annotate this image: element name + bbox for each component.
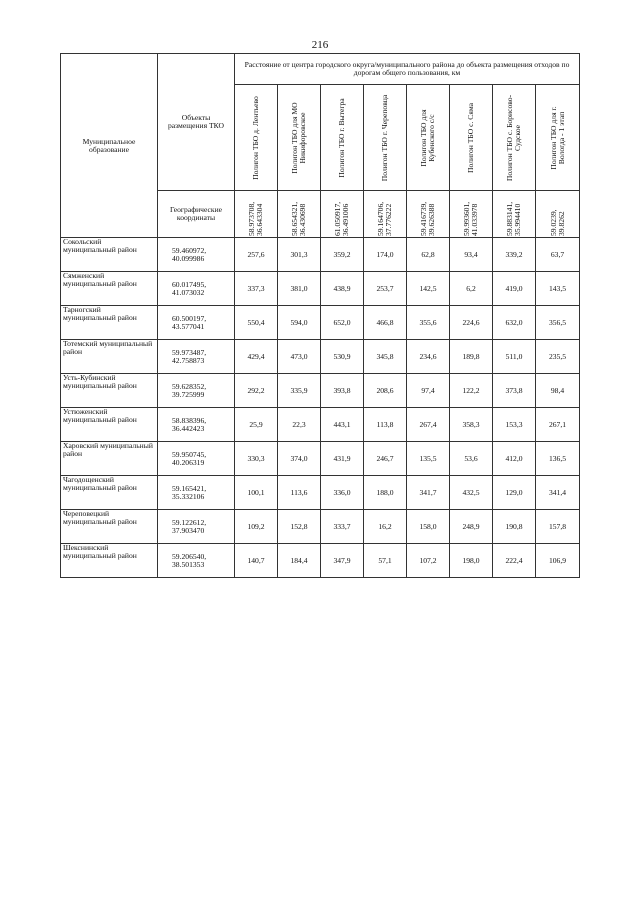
distance-cell: 257,6 bbox=[235, 238, 278, 272]
distance-cell: 113,8 bbox=[364, 408, 407, 442]
distance-cell: 339,2 bbox=[493, 238, 536, 272]
distance-cell: 393,8 bbox=[321, 374, 364, 408]
distance-cell: 301,3 bbox=[278, 238, 321, 272]
distance-cell: 62,8 bbox=[407, 238, 450, 272]
distance-cell: 136,5 bbox=[536, 442, 580, 476]
distance-cell: 122,2 bbox=[450, 374, 493, 408]
distance-cell: 374,0 bbox=[278, 442, 321, 476]
site-coords-header bbox=[321, 191, 364, 238]
site-coords-label: 59.0239, 39.8262 bbox=[548, 209, 566, 236]
site-name-header bbox=[407, 85, 450, 191]
site-name-header bbox=[278, 85, 321, 191]
distance-cell: 109,2 bbox=[235, 510, 278, 544]
municipality-name: Шекснинский муниципальный район bbox=[61, 544, 158, 578]
distance-cell: 341,4 bbox=[536, 476, 580, 510]
municipality-coords: 59.122612, 37.903470 bbox=[158, 510, 235, 544]
distance-cell: 652,0 bbox=[321, 306, 364, 340]
table-row bbox=[61, 408, 580, 442]
distance-cell: 632,0 bbox=[493, 306, 536, 340]
distance-header: Расстояние от центра городского округа/муниципального района до объекта размещения отходов по дорогам общего пользования, км bbox=[235, 54, 580, 85]
distance-cell: 53,6 bbox=[450, 442, 493, 476]
municipality-name: Тотемский муниципальный район bbox=[61, 340, 158, 374]
distance-cell: 222,4 bbox=[493, 544, 536, 578]
municipality-coords: 59.206540, 38.501353 bbox=[158, 544, 235, 578]
distance-cell: 190,8 bbox=[493, 510, 536, 544]
site-name-header bbox=[364, 85, 407, 191]
distance-cell: 98,4 bbox=[536, 374, 580, 408]
distance-cell: 135,5 bbox=[407, 442, 450, 476]
municipality-name: Харовский муниципальный район bbox=[61, 442, 158, 476]
table-row bbox=[61, 510, 580, 544]
site-coords-label: 59.883141, 35.994410 bbox=[505, 201, 522, 236]
distance-cell: 253,7 bbox=[364, 272, 407, 306]
table-row bbox=[61, 476, 580, 510]
distance-cell: 267,1 bbox=[536, 408, 580, 442]
distance-cell: 100,1 bbox=[235, 476, 278, 510]
municipality-name: Чагодощенский муниципальный район bbox=[61, 476, 158, 510]
distance-cell: 224,6 bbox=[450, 306, 493, 340]
distance-cell: 158,0 bbox=[407, 510, 450, 544]
distance-cell: 208,6 bbox=[364, 374, 407, 408]
distance-cell: 157,8 bbox=[536, 510, 580, 544]
site-coords-label: 59.164706, 37.776222 bbox=[376, 201, 393, 236]
distance-cell: 113,6 bbox=[278, 476, 321, 510]
distance-cell: 359,2 bbox=[321, 238, 364, 272]
table-row bbox=[61, 238, 580, 272]
distance-cell: 246,7 bbox=[364, 442, 407, 476]
distance-cell: 140,7 bbox=[235, 544, 278, 578]
distance-cell: 57,1 bbox=[364, 544, 407, 578]
site-name-label: Полигон ТБО д. Лентьево bbox=[251, 95, 261, 180]
site-coords-header bbox=[235, 191, 278, 238]
distance-cell: 438,9 bbox=[321, 272, 364, 306]
site-name-header bbox=[321, 85, 364, 191]
distance-cell: 345,8 bbox=[364, 340, 407, 374]
distance-cell: 16,2 bbox=[364, 510, 407, 544]
municipality-coords: 60.017495, 41.073032 bbox=[158, 272, 235, 306]
distance-cell: 336,0 bbox=[321, 476, 364, 510]
municipality-coords: 59.165421, 35.332106 bbox=[158, 476, 235, 510]
site-name-label: Полигон ТБО для г. Вологда - 1 этап bbox=[548, 105, 566, 170]
distance-cell: 337,3 bbox=[235, 272, 278, 306]
distance-cell: 248,9 bbox=[450, 510, 493, 544]
site-name-header bbox=[235, 85, 278, 191]
site-name-label: Полигон ТБО для МО Никифоровское bbox=[290, 101, 307, 174]
site-name-header bbox=[493, 85, 536, 191]
distance-cell: 381,0 bbox=[278, 272, 321, 306]
distance-cell: 330,3 bbox=[235, 442, 278, 476]
site-name-label: Полигон ТБО г. Череповца bbox=[380, 94, 390, 181]
distance-cell: 355,6 bbox=[407, 306, 450, 340]
distance-cell: 198,0 bbox=[450, 544, 493, 578]
distance-cell: 189,8 bbox=[450, 340, 493, 374]
site-name-label: Полигон ТБО для Кубенского с/с bbox=[419, 108, 436, 167]
site-coords-label: 61.050917, 36.491006 bbox=[333, 201, 350, 236]
distance-cell: 373,8 bbox=[493, 374, 536, 408]
municipality-name: Сокольский муниципальный район bbox=[61, 238, 158, 272]
distance-cell: 22,3 bbox=[278, 408, 321, 442]
distance-cell: 431,9 bbox=[321, 442, 364, 476]
distance-cell: 267,4 bbox=[407, 408, 450, 442]
distance-cell: 153,3 bbox=[493, 408, 536, 442]
municipality-name: Череповецкий муниципальный район bbox=[61, 510, 158, 544]
table-row bbox=[61, 340, 580, 374]
distance-cell: 358,3 bbox=[450, 408, 493, 442]
site-name-header bbox=[536, 85, 580, 191]
distance-cell: 184,4 bbox=[278, 544, 321, 578]
site-coords-header bbox=[493, 191, 536, 238]
site-name-header bbox=[450, 85, 493, 191]
site-coords-header bbox=[278, 191, 321, 238]
distance-cell: 106,9 bbox=[536, 544, 580, 578]
distance-cell: 429,4 bbox=[235, 340, 278, 374]
site-coords-label: 59.993601, 41.033978 bbox=[462, 201, 479, 236]
distance-cell: 594,0 bbox=[278, 306, 321, 340]
site-coords-header bbox=[407, 191, 450, 238]
distance-cell: 142,5 bbox=[407, 272, 450, 306]
municipality-name: Сямженский муниципальный район bbox=[61, 272, 158, 306]
distance-cell: 550,4 bbox=[235, 306, 278, 340]
distance-cell: 25,9 bbox=[235, 408, 278, 442]
municipality-coords: 60.500197, 43.577041 bbox=[158, 306, 235, 340]
municipality-coords: 59.973487, 42.758873 bbox=[158, 340, 235, 374]
distance-table bbox=[60, 53, 580, 578]
distance-cell: 93,4 bbox=[450, 238, 493, 272]
distance-cell: 129,0 bbox=[493, 476, 536, 510]
distance-cell: 107,2 bbox=[407, 544, 450, 578]
site-name-label: Полигон ТБО г. Вытегра bbox=[337, 97, 347, 178]
distance-cell: 97,4 bbox=[407, 374, 450, 408]
municipality-coords: 59.950745, 40.206319 bbox=[158, 442, 235, 476]
table-row bbox=[61, 272, 580, 306]
municipality-header: Муниципальное образование bbox=[61, 54, 158, 238]
distance-cell: 419,0 bbox=[493, 272, 536, 306]
table-row bbox=[61, 374, 580, 408]
municipality-coords: 58.838396, 36.442423 bbox=[158, 408, 235, 442]
site-coords-label: 58.654321, 36.430698 bbox=[290, 201, 307, 236]
distance-cell: 174,0 bbox=[364, 238, 407, 272]
distance-cell: 63,7 bbox=[536, 238, 580, 272]
site-name-label: Полигон ТБО с. Борисово- Судское bbox=[505, 94, 522, 181]
distance-cell: 234,6 bbox=[407, 340, 450, 374]
header-row bbox=[61, 54, 580, 85]
distance-cell: 335,9 bbox=[278, 374, 321, 408]
municipality-coords: 59.460972, 40.099986 bbox=[158, 238, 235, 272]
distance-cell: 473,0 bbox=[278, 340, 321, 374]
distance-cell: 6,2 bbox=[450, 272, 493, 306]
distance-cell: 443,1 bbox=[321, 408, 364, 442]
distance-cell: 356,5 bbox=[536, 306, 580, 340]
distance-cell: 292,2 bbox=[235, 374, 278, 408]
site-coords-header bbox=[536, 191, 580, 238]
table-row bbox=[61, 544, 580, 578]
distance-cell: 188,0 bbox=[364, 476, 407, 510]
distance-cell: 143,5 bbox=[536, 272, 580, 306]
distance-cell: 432,5 bbox=[450, 476, 493, 510]
objects-header: Объекты размещения ТКО bbox=[158, 54, 235, 191]
distance-cell: 466,8 bbox=[364, 306, 407, 340]
page-number: 216 bbox=[311, 39, 329, 51]
site-coords-header bbox=[450, 191, 493, 238]
distance-cell: 333,7 bbox=[321, 510, 364, 544]
table-body bbox=[61, 238, 580, 578]
geo-coords-header: Географические координаты bbox=[158, 191, 235, 238]
table-row bbox=[61, 306, 580, 340]
distance-cell: 530,9 bbox=[321, 340, 364, 374]
site-coords-label: 59.416739, 39.626388 bbox=[419, 201, 436, 236]
table-row bbox=[61, 442, 580, 476]
site-coords-header bbox=[364, 191, 407, 238]
municipality-name: Усть-Кубинский муниципальный район bbox=[61, 374, 158, 408]
site-coords-label: 58.973708, 36.643304 bbox=[247, 201, 264, 236]
distance-cell: 341,7 bbox=[407, 476, 450, 510]
municipality-coords: 59.628352, 39.725999 bbox=[158, 374, 235, 408]
distance-cell: 511,0 bbox=[493, 340, 536, 374]
municipality-name: Устюженский муниципальный район bbox=[61, 408, 158, 442]
distance-cell: 347,9 bbox=[321, 544, 364, 578]
distance-cell: 412,0 bbox=[493, 442, 536, 476]
distance-cell: 235,5 bbox=[536, 340, 580, 374]
site-name-label: Полигон ТБО с. Сяма bbox=[466, 102, 476, 173]
municipality-name: Тарногский муниципальный район bbox=[61, 306, 158, 340]
distance-cell: 152,8 bbox=[278, 510, 321, 544]
